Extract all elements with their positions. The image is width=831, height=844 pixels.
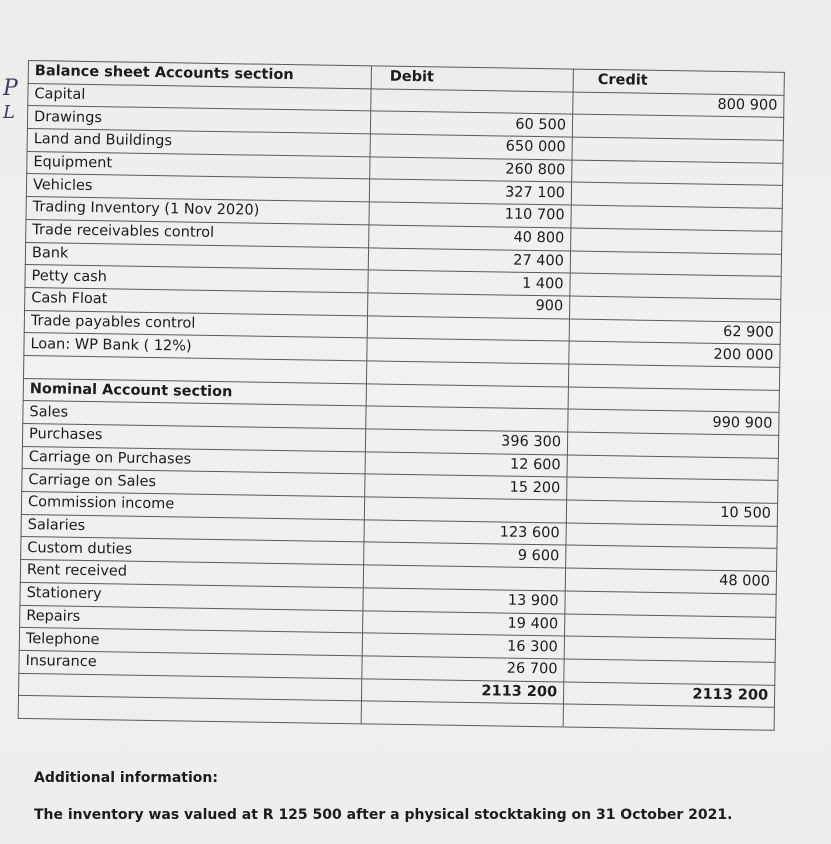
- account-cell: Telephone: [19, 628, 362, 656]
- account-cell: Commission income: [21, 492, 364, 520]
- debit-cell: 16 300: [362, 633, 564, 659]
- debit-cell: 13 900: [363, 588, 565, 614]
- debit-cell: 260 800: [370, 157, 572, 183]
- header-section: Balance sheet Accounts section: [28, 61, 371, 89]
- debit-cell: [366, 361, 568, 387]
- credit-cell: [567, 432, 778, 458]
- credit-cell: 2113 200: [563, 682, 774, 708]
- credit-cell: [570, 273, 781, 299]
- debit-cell: 110 700: [369, 202, 571, 228]
- credit-cell: [564, 659, 775, 685]
- credit-cell: 800 900: [573, 92, 784, 118]
- credit-cell: [566, 523, 777, 549]
- debit-cell: 396 300: [365, 429, 567, 455]
- credit-cell: 62 900: [569, 319, 780, 345]
- credit-cell: [567, 477, 778, 503]
- trial-balance-table: [18, 60, 785, 731]
- additional-info-text: The inventory was valued at R 125 500 after a physical stocktaking on 31 October 2021.: [34, 807, 733, 823]
- credit-cell: 10 500: [566, 500, 777, 526]
- account-cell: Custom duties: [21, 537, 364, 565]
- debit-cell: [364, 497, 566, 523]
- debit-cell: 60 500: [370, 111, 572, 137]
- debit-cell: 123 600: [364, 520, 566, 546]
- account-cell: Repairs: [20, 605, 363, 633]
- account-cell: [18, 696, 361, 724]
- credit-cell: [566, 545, 777, 571]
- account-cell: Carriage on Sales: [22, 469, 365, 497]
- account-cell: Salaries: [21, 514, 364, 542]
- credit-cell: [568, 364, 779, 390]
- debit-cell: 27 400: [368, 247, 570, 273]
- account-cell: Petty cash: [25, 265, 368, 293]
- additional-info-heading: Additional information:: [34, 770, 218, 786]
- credit-cell: 48 000: [565, 568, 776, 594]
- account-cell: Capital: [28, 83, 371, 111]
- credit-cell: 990 900: [568, 409, 779, 435]
- credit-cell: [565, 614, 776, 640]
- debit-cell: 15 200: [365, 474, 567, 500]
- account-cell: Trade receivables control: [26, 219, 369, 247]
- account-cell: Trade payables control: [24, 310, 367, 338]
- credit-cell: 200 000: [569, 341, 780, 367]
- credit-cell: [572, 160, 783, 186]
- debit-cell: [371, 89, 573, 115]
- credit-cell: [571, 182, 782, 208]
- credit-cell: [564, 636, 775, 662]
- debit-cell: 40 800: [369, 225, 571, 251]
- account-cell: Trading Inventory (1 Nov 2020): [26, 197, 369, 225]
- credit-cell: [571, 228, 782, 254]
- debit-cell: [363, 565, 565, 591]
- debit-cell: [367, 315, 569, 341]
- debit-cell: [366, 406, 568, 432]
- credit-cell: [565, 591, 776, 617]
- debit-cell: 2113 200: [361, 678, 563, 704]
- account-cell: Drawings: [27, 106, 370, 134]
- credit-cell: [570, 251, 781, 277]
- debit-cell: [366, 383, 568, 409]
- account-cell: Carriage on Purchases: [22, 446, 365, 474]
- account-cell: Sales: [23, 401, 366, 429]
- debit-cell: 9 600: [364, 542, 566, 568]
- debit-cell: 650 000: [370, 134, 572, 160]
- account-cell: Bank: [25, 242, 368, 270]
- account-cell: Rent received: [20, 560, 363, 588]
- account-cell: Purchases: [22, 423, 365, 451]
- credit-cell: [572, 114, 783, 140]
- margin-mark-l: L: [3, 102, 15, 123]
- debit-cell: 327 100: [369, 179, 571, 205]
- debit-cell: [367, 338, 569, 364]
- account-cell: Equipment: [27, 151, 370, 179]
- debit-cell: 19 400: [363, 610, 565, 636]
- account-cell: Land and Buildings: [27, 129, 370, 157]
- account-cell: Loan: WP Bank ( 12%): [24, 333, 367, 361]
- account-cell: Cash Float: [25, 287, 368, 315]
- margin-mark-p: P: [3, 76, 18, 101]
- debit-cell: [361, 701, 563, 727]
- account-cell: Vehicles: [26, 174, 369, 202]
- account-cell: Nominal Account section: [23, 378, 366, 406]
- debit-cell: 12 600: [365, 452, 567, 478]
- account-cell: Insurance: [19, 650, 362, 678]
- debit-cell: 1 400: [368, 270, 570, 296]
- credit-cell: [570, 296, 781, 322]
- credit-cell: [568, 387, 779, 413]
- credit-cell: [572, 137, 783, 163]
- credit-cell: [571, 205, 782, 231]
- debit-cell: 26 700: [362, 656, 564, 682]
- debit-cell: 900: [368, 293, 570, 319]
- credit-cell: [567, 455, 778, 481]
- header-debit: Debit: [371, 66, 573, 92]
- header-credit: Credit: [573, 69, 784, 95]
- account-cell: Stationery: [20, 582, 363, 610]
- credit-cell: [563, 704, 774, 730]
